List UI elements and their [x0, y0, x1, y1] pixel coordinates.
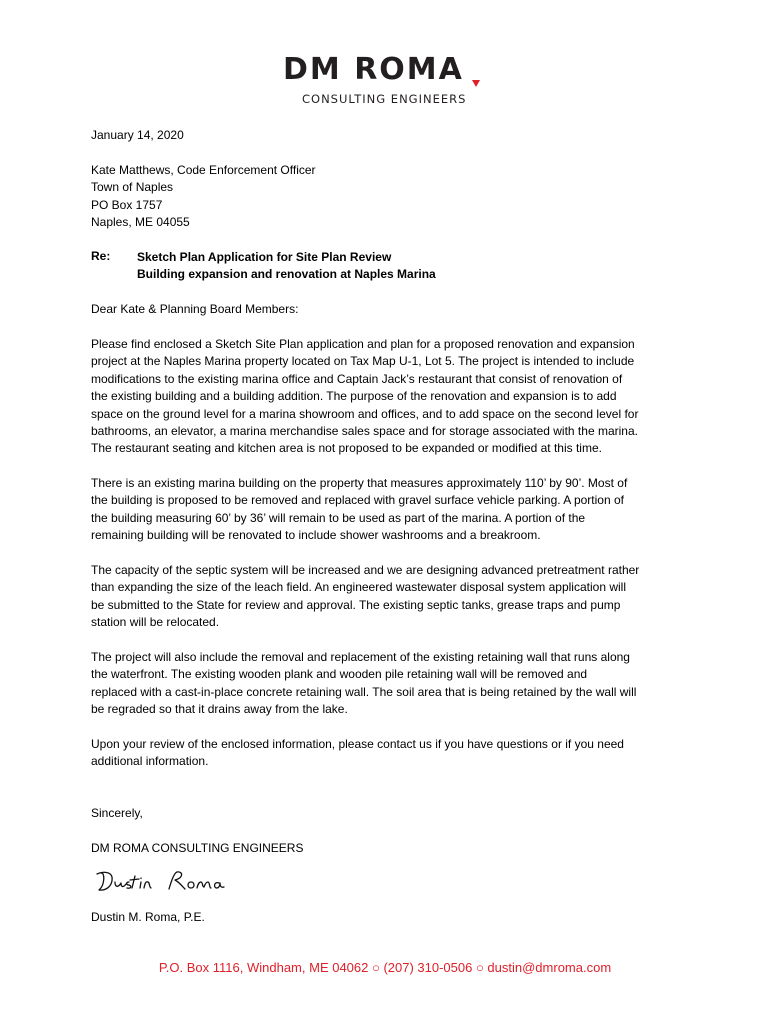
paragraph-line: the waterfront. The existing wooden plank and wooden pile retaining wall will be removed and — [91, 667, 588, 682]
firm-name: DM ROMA CONSULTING ENGINEERS — [91, 841, 304, 855]
paragraph-line: the building is proposed to be removed and replaced with gravel surface vehicle parking. A portion of — [91, 493, 624, 508]
signer-name: Dustin M. Roma, P.E. — [91, 910, 205, 924]
paragraph-line: The project will also include the removal and replacement of the existing retaining wall that runs along — [91, 650, 630, 664]
paragraph-line: space on the ground level for a marina showroom and offices, and to add space on the second level for — [91, 406, 639, 421]
paragraph-line: than expanding the size of the leach field. An engineered wastewater disposal system application will — [91, 580, 626, 595]
footer-contact: P.O. Box 1116, Windham, ME 04062 ○ (207) 310-0506 ○ dustin@dmroma.com — [158, 960, 612, 975]
subject-line-1: Sketch Plan Application for Site Plan Review — [137, 250, 392, 264]
paragraph-line: Upon your review of the enclosed information, please contact us if you have questions or if you need — [91, 737, 624, 751]
paragraph-line: The restaurant seating and kitchen area is not proposed to be expanded or modified at this time. — [91, 441, 602, 456]
body-paragraph-3 — [91, 562, 691, 632]
letter-date: January 14, 2020 — [91, 128, 184, 142]
salutation: Dear Kate & Planning Board Members: — [91, 302, 299, 316]
paragraph-line: modifications to the existing marina office and Captain Jack’s restaurant that consist of renovation of — [91, 371, 623, 386]
body-paragraph-2 — [91, 475, 691, 545]
body-paragraph-5 — [91, 736, 691, 771]
paragraph-line: remaining building will be renovated to include shower washrooms and a breakroom. — [91, 528, 541, 543]
handwritten-signature — [93, 867, 243, 897]
paragraph-line: Please find enclosed a Sketch Site Plan application and plan for a proposed renovation and expansion — [91, 337, 635, 351]
body-paragraph-1 — [91, 336, 691, 458]
paragraph-line: replaced with a cast-in-place concrete retaining wall. The soil area that is being retained by the wall will — [91, 684, 637, 699]
subject-lines — [137, 249, 436, 284]
valediction: Sincerely, — [91, 806, 143, 820]
paragraph-line: There is an existing marina building on the property that measures approximately 110’ by 90’. Most of — [91, 476, 628, 490]
recipient-name: Kate Matthews, Code Enforcement Officer — [91, 163, 316, 177]
paragraph-line: additional information. — [91, 754, 209, 769]
company-logo — [283, 52, 489, 108]
paragraph-line: station will be relocated. — [91, 615, 220, 630]
paragraph-line: bathrooms, an elevator, a marina merchandise sales space and for storage associated with the marina. — [91, 424, 638, 439]
body-paragraph-4 — [91, 649, 691, 719]
paragraph-line: be submitted to the State for review and approval. The existing septic tanks, grease traps and pump — [91, 597, 621, 612]
recipient-organization: Town of Naples — [91, 180, 174, 194]
paragraph-line: the existing building and a building addition. The purpose of the renovation and expansion is to add — [91, 389, 617, 404]
paragraph-line: be regraded so that it drains away from the lake. — [91, 702, 348, 717]
recipient-city: Naples, ME 04055 — [91, 215, 190, 229]
subject-line-2: Building expansion and renovation at Naples Marina — [137, 267, 436, 282]
recipient-po-box: PO Box 1757 — [91, 198, 163, 212]
logo-triangle-icon — [472, 80, 480, 87]
paragraph-line: project at the Naples Marina property located on Tax Map U-1, Lot 5. The project is intended to include — [91, 354, 635, 369]
subject-label: Re: — [91, 249, 111, 263]
paragraph-line: the building measuring 60’ by 36’ will remain to be used as part of the marina. A portion of the — [91, 510, 586, 525]
logo-wordmark: DM ROMA — [283, 52, 464, 87]
logo-tagline: CONSULTING ENGINEERS — [302, 92, 467, 106]
paragraph-line: The capacity of the septic system will be increased and we are designing advanced pretreatment rather — [91, 563, 640, 577]
